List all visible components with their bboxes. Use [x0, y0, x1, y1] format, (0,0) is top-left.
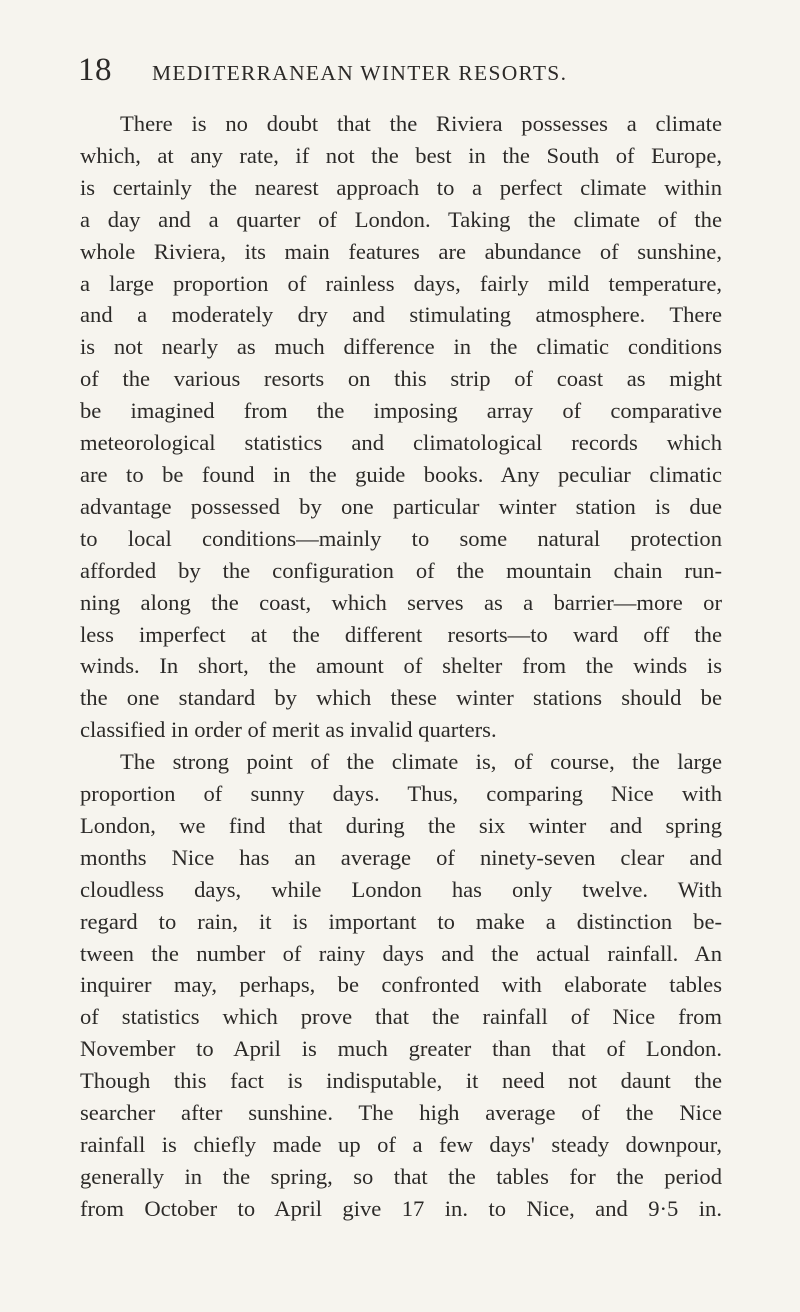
- text-line: ning along the coast, which serves as a barrier—more or: [80, 589, 722, 615]
- text-line: a large proportion of rainless days, fairly mild temperature,: [80, 270, 722, 296]
- text-line: is not nearly as much difference in the climatic conditions: [80, 334, 722, 360]
- running-head: MEDITERRANEAN WINTER RESORTS.: [152, 61, 568, 85]
- page-header: [78, 52, 702, 92]
- body-text: [80, 108, 722, 1225]
- text-line: whole Riviera, its main features are abundance of sunshine,: [80, 238, 722, 264]
- text-line: November to April is much greater than that of London.: [80, 1036, 722, 1062]
- text-line: a day and a quarter of London. Taking the climate of the: [80, 206, 722, 232]
- text-line: be imagined from the imposing array of comparative: [80, 398, 722, 424]
- text-line: are to be found in the guide books. Any peculiar climatic: [80, 461, 722, 487]
- text-line: searcher after sunshine. The high average of the Nice: [80, 1100, 722, 1126]
- text-line: from October to April give 17 in. to Nice, and 9·5 in.: [80, 1195, 722, 1221]
- text-line: Though this fact is indisputable, it need not daunt the: [80, 1068, 722, 1094]
- text-line: London, we find that during the six winter and spring: [80, 812, 722, 838]
- text-line: The strong point of the climate is, of course, the large: [120, 749, 722, 775]
- text-line: the one standard by which these winter stations should be: [80, 685, 722, 711]
- text-line: regard to rain, it is important to make a distinction be-: [80, 908, 722, 934]
- text-line: meteorological statistics and climatological records which: [80, 430, 722, 456]
- text-line: cloudless days, while London has only twelve. With: [80, 876, 722, 902]
- text-line: to local conditions—mainly to some natural protection: [80, 525, 722, 551]
- text-line: and a moderately dry and stimulating atmosphere. There: [80, 302, 722, 328]
- text-line: afforded by the configuration of the mountain chain run-: [80, 557, 722, 583]
- text-line: classified in order of merit as invalid quarters.: [80, 717, 497, 743]
- text-line: months Nice has an average of ninety-seven clear and: [80, 844, 722, 870]
- text-line: tween the number of rainy days and the actual rainfall. An: [80, 940, 722, 966]
- text-line: rainfall is chiefly made up of a few days' steady downpour,: [80, 1132, 722, 1157]
- text-line: is certainly the nearest approach to a perfect climate within: [80, 174, 722, 200]
- text-line: of statistics which prove that the rainfall of Nice from: [80, 1004, 722, 1030]
- text-line: generally in the spring, so that the tables for the period: [80, 1163, 722, 1189]
- text-line: There is no doubt that the Riviera possesses a climate: [120, 111, 722, 136]
- text-line: which, at any rate, if not the best in the South of Europe,: [80, 142, 722, 168]
- text-line: of the various resorts on this strip of coast as might: [80, 366, 722, 392]
- text-line: inquirer may, perhaps, be confronted with elaborate tables: [80, 972, 722, 998]
- page-number: 18: [78, 52, 112, 88]
- text-line: advantage possessed by one particular winter station is due: [80, 493, 722, 519]
- text-line: proportion of sunny days. Thus, comparing Nice with: [80, 781, 722, 807]
- text-line: winds. In short, the amount of shelter from the winds is: [80, 653, 722, 679]
- text-line: less imperfect at the different resorts—to ward off the: [80, 621, 722, 647]
